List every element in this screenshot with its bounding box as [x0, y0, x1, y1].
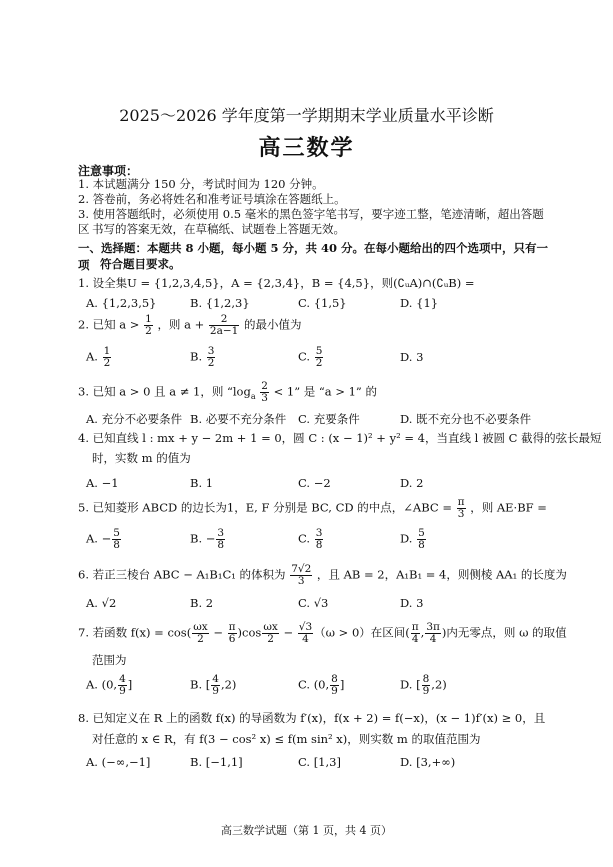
option-b: B. 必要不充分条件	[190, 412, 287, 426]
question-2: 2. 已知 a > $\frac{1}{2}$ ，则 a + $\frac{2}{2a-1}$ 的最小值为	[78, 313, 302, 337]
exam-title: 2025～2026 学年度第一学期期末学业质量水平诊断	[119, 106, 494, 125]
option-a: A. − $\frac{5}{8}$	[86, 527, 120, 551]
option-a: A. √2	[86, 596, 117, 610]
question-4: 4. 已知直线 l : mx + y − 2m + 1 = 0，圆 C : (x − 1)² + y² = 4，当直线 l 被圆 C 截得的弦长最短	[78, 431, 602, 445]
option-c: C. 充要条件	[298, 412, 360, 426]
fraction: $\frac{2}{3}$	[261, 380, 268, 404]
notice-item: 书写的答案无效，在草稿纸、试题卷上答题无效。	[92, 222, 345, 236]
option-d: D. 既不充分也不必要条件	[400, 412, 532, 426]
notice-heading: 注意事项：	[78, 164, 139, 178]
option-d: D. 3	[400, 596, 424, 610]
option-b: B. 2	[190, 596, 214, 610]
option-c: C. −2	[298, 476, 331, 490]
option-d: D. [3,+∞)	[400, 755, 456, 769]
option-a: A. −1	[86, 476, 119, 490]
notice-item: 1. 本试题满分 150 分，考试时间为 120 分钟。	[78, 177, 324, 191]
option-b: B. $\frac{3}{2}$	[190, 345, 215, 369]
notice-item: 2. 答卷前，务必将姓名和准考证号填涂在答题纸上。	[78, 192, 346, 206]
question-8: 8. 已知定义在 R 上的函数 f(x) 的导函数为 f′(x)，f(x + 2) = f(−x)，(x − 1)f′(x) ≥ 0，且	[78, 711, 546, 725]
option-c: C. [1,3]	[298, 755, 341, 769]
option-b: B. {1,2,3}	[190, 296, 250, 310]
question-3: 3. 已知 a > 0 且 a ≠ 1，则 “$\log_a$ $\frac{2}{3}$ < 1” 是 “a > 1” 的	[78, 380, 377, 404]
option-b: B. 1	[190, 476, 214, 490]
fraction: $\frac{7√2}{3}$	[291, 563, 312, 587]
page-footer: 高三数学试题（第 1 页，共 4 页）	[221, 824, 392, 837]
fraction: $\frac{1}{2}$	[145, 313, 152, 337]
option-a: A. 充分不必要条件	[86, 412, 183, 426]
question-5: 5. 已知菱形 ABCD 的边长为1，E, F 分别是 BC, CD 的中点，∠ABC = $\frac{\pi}{3}$ ，则 AE·BF =	[78, 496, 547, 520]
question-7: 7. 若函数 f(x) = cos( $\frac{\omega x}{2}$ − $\frac{\pi}{6}$ )cos $\frac{\omega x}{2}$ − $\frac{√3}{4}$ （ω > 0）在区间( $\frac{\pi}{4}$ , $\frac{3\pi}{4}$ )内无零点，则 ω 的取值	[78, 621, 567, 645]
option-b: B. [ $\frac{4}{9}$ ,2)	[190, 673, 237, 697]
option-c: C. $\frac{5}{2}$	[298, 345, 323, 369]
option-a: A. {1,2,3,5}	[86, 296, 157, 310]
option-d: D. 3	[400, 350, 424, 364]
option-c: C. $\frac{3}{8}$	[298, 527, 323, 551]
option-d: D. $\frac{5}{8}$	[400, 527, 425, 551]
option-c: C. √3	[298, 596, 329, 610]
option-a: A. (0, $\frac{4}{9}$ ]	[86, 673, 133, 697]
section-heading: 一、选择题：本题共 8 小题，每小题 5 分，共 40 分。在每小题给出的四个选项中，只有一项	[78, 241, 549, 272]
option-a: A. $\frac{1}{2}$	[86, 345, 111, 369]
fraction: $\frac{\pi}{3}$	[457, 496, 465, 520]
notice-item: 3. 使用答题纸时，必须使用 0.5 毫米的黑色签字笔书写，要字迹工整，笔迹清晰，超出答题区	[78, 207, 544, 236]
fraction: $\frac{2}{2a-1}$	[209, 313, 239, 337]
option-c: C. (0, $\frac{8}{9}$ ]	[298, 673, 345, 697]
section-heading-cont: 符合题目要求。	[100, 257, 181, 271]
option-d: D. 2	[400, 476, 424, 490]
question-6: 6. 若正三棱台 ABC − A₁B₁C₁ 的体积为 $\frac{7√2}{3}$ ，且 AB = 2，A₁B₁ = 4，则侧棱 AA₁ 的长度为	[78, 563, 567, 587]
question-1: 1. 设全集U = {1,2,3,4,5}，A = {2,3,4}，B = {4,5}，则(∁ᵤA)∩(∁ᵤB) =	[78, 276, 475, 290]
subject-title: 高三数学	[258, 135, 355, 161]
option-d: D. [ $\frac{8}{9}$ ,2)	[400, 673, 447, 697]
question-7-cont: 范围为	[92, 653, 127, 667]
option-b: B. [−1,1]	[190, 755, 243, 769]
question-8-cont: 对任意的 x ∈ R，有 f(3 − cos² x) ≤ f(m sin² x)，则实数 m 的取值范围为	[92, 732, 481, 746]
option-d: D. {1}	[400, 296, 439, 310]
option-b: B. − $\frac{3}{8}$	[190, 527, 225, 551]
option-c: C. {1,5}	[298, 296, 347, 310]
option-a: A. (−∞,−1]	[86, 755, 151, 769]
question-4-cont: 时，实数 m 的值为	[92, 451, 191, 465]
